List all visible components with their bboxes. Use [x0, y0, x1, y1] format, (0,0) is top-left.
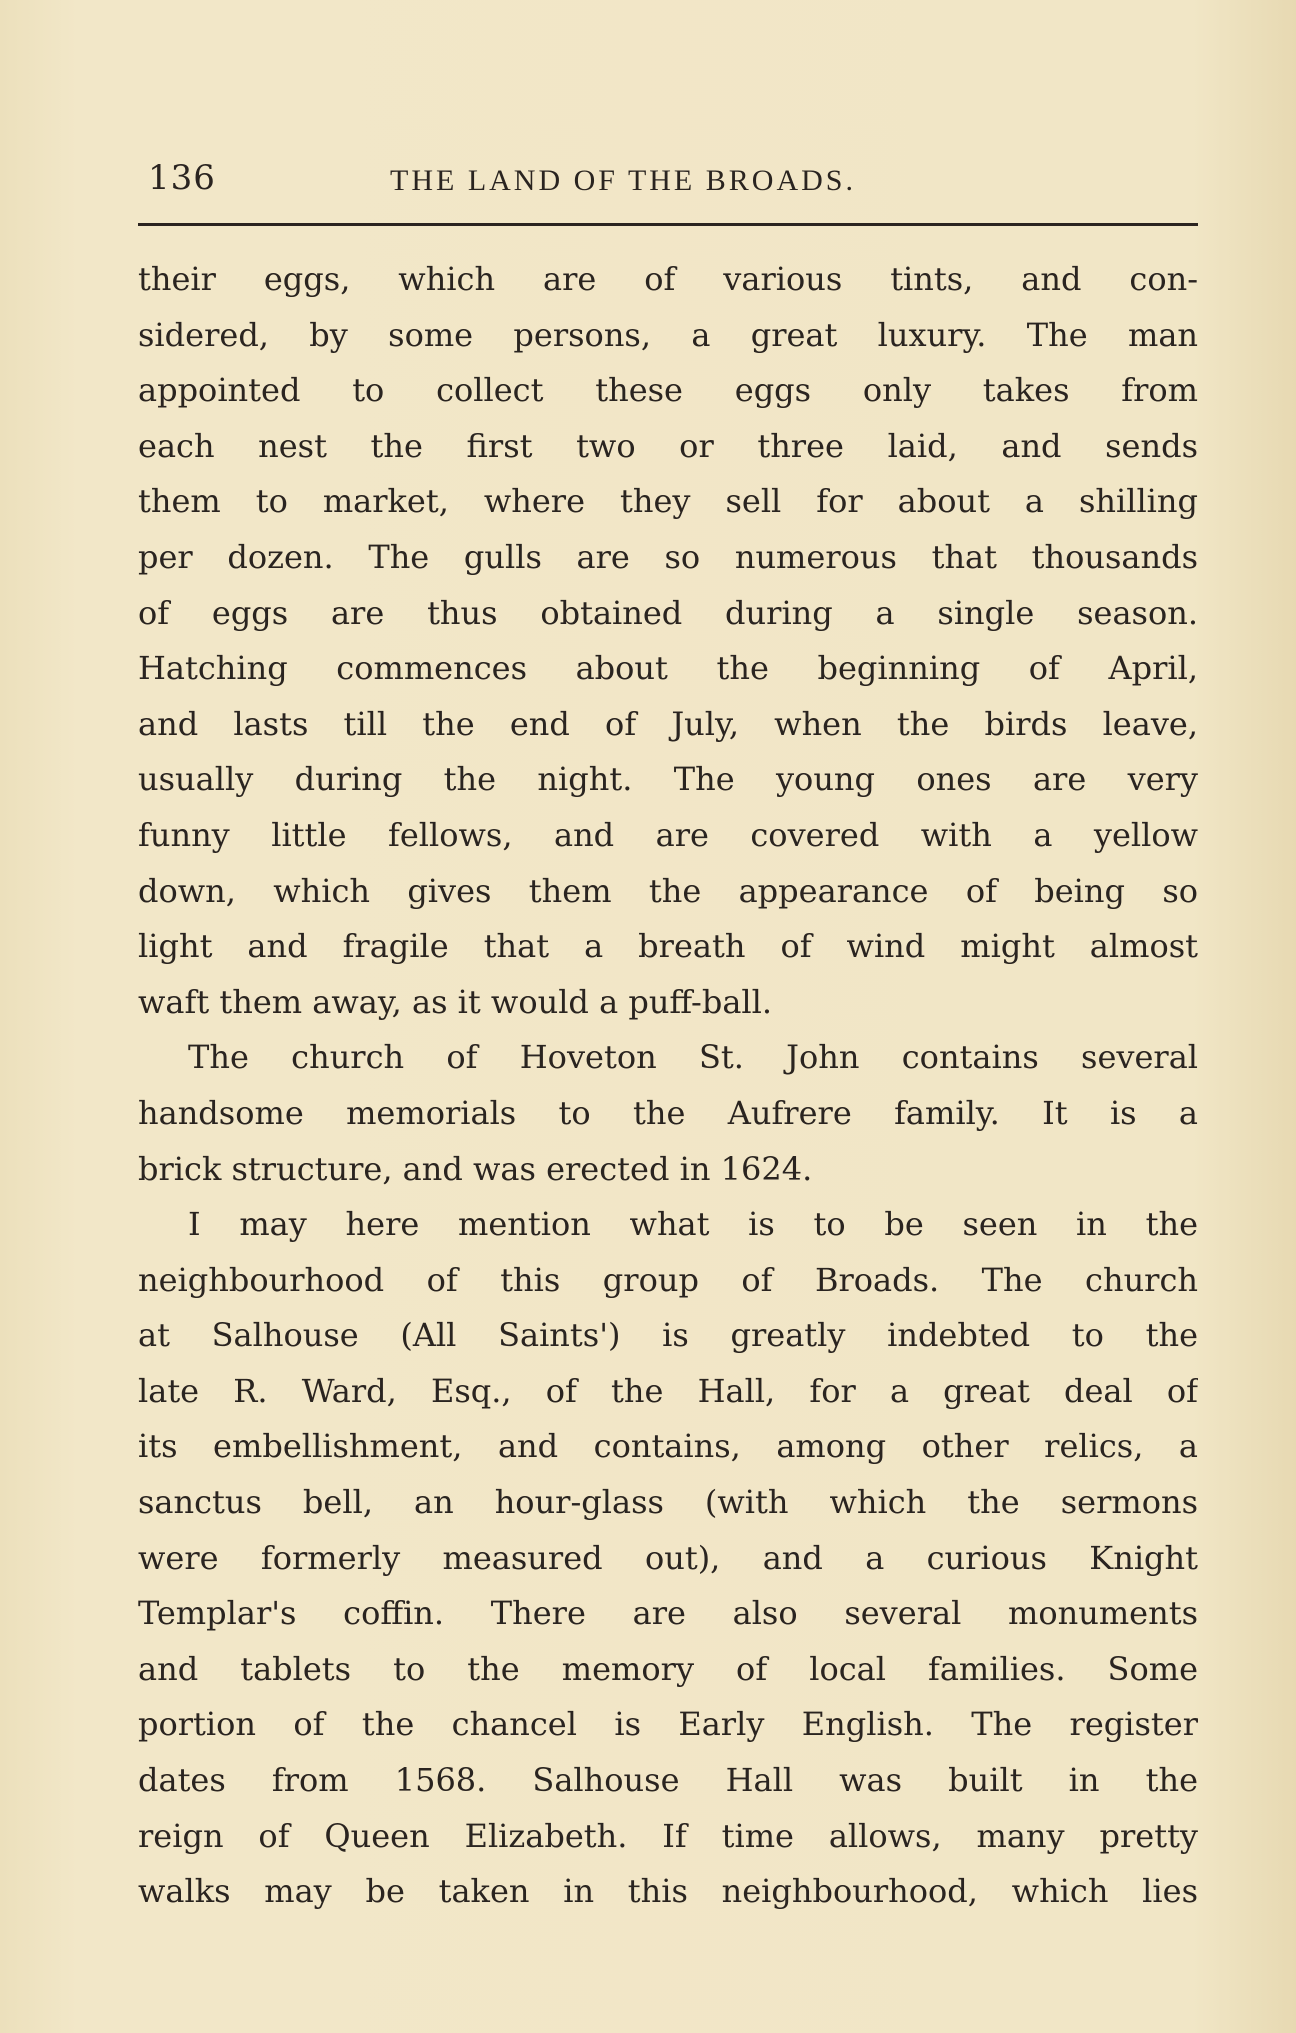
text-line: dates from 1568. Salhouse Hall was built in the — [138, 1761, 1198, 1800]
text-line: them to market, where they sell for about a shilling — [138, 482, 1198, 521]
text-line: sidered, by some persons, a great luxury. The man — [138, 315, 1198, 354]
text-line: and lasts till the end of July, when the birds leave, — [138, 704, 1198, 743]
text-line: reign of Queen Elizabeth. If time allows, many pretty — [138, 1816, 1198, 1855]
running-title: THE LAND OF THE BROADS. — [390, 164, 856, 197]
text-line: The church of Hoveton St. John contains several — [188, 1038, 1198, 1077]
body-text — [138, 252, 1198, 1920]
text-line: late R. Ward, Esq., of the Hall, for a great deal of — [138, 1371, 1198, 1410]
text-line: handsome memorials to the Aufrere family. It is a — [138, 1093, 1198, 1132]
text-line: waft them away, as it would a puff-ball. — [138, 982, 773, 1021]
text-line: I may here mention what is to be seen in the — [188, 1205, 1198, 1244]
text-line: neighbourhood of this group of Broads. The church — [138, 1260, 1198, 1299]
text-line: at Salhouse (All Saints') is greatly indebted to the — [138, 1316, 1198, 1355]
text-line: Templar's coffin. There are also several monuments — [138, 1594, 1198, 1633]
text-line: walks may be taken in this neighbourhood, which lies — [138, 1872, 1198, 1911]
page-number: 136 — [148, 158, 216, 198]
text-line: Hatching commences about the beginning of April, — [138, 649, 1198, 688]
text-line: portion of the chancel is Early English. The register — [138, 1705, 1198, 1744]
text-line: sanctus bell, an hour-glass (with which the sermons — [138, 1483, 1198, 1522]
page-header — [148, 158, 1198, 206]
text-line: light and fragile that a breath of wind might almost — [138, 927, 1198, 966]
text-line: down, which gives them the appearance of being so — [138, 871, 1198, 910]
text-line: funny little fellows, and are covered with a yellow — [138, 815, 1198, 854]
text-line: and tablets to the memory of local families. Some — [138, 1649, 1198, 1688]
text-line: of eggs are thus obtained during a single season. — [138, 593, 1198, 632]
header-rule — [138, 223, 1198, 226]
text-line: its embellishment, and contains, among other relics, a — [138, 1427, 1198, 1466]
text-line: each nest the first two or three laid, and sends — [138, 426, 1198, 465]
text-line: usually during the night. The young ones are very — [138, 760, 1198, 799]
text-line: were formerly measured out), and a curious Knight — [138, 1538, 1198, 1577]
text-line: per dozen. The gulls are so numerous that thousands — [138, 537, 1198, 576]
text-line: appointed to collect these eggs only takes from — [138, 371, 1198, 410]
text-line: their eggs, which are of various tints, and con- — [138, 260, 1198, 298]
text-line: brick structure, and was erected in 1624. — [138, 1149, 813, 1188]
